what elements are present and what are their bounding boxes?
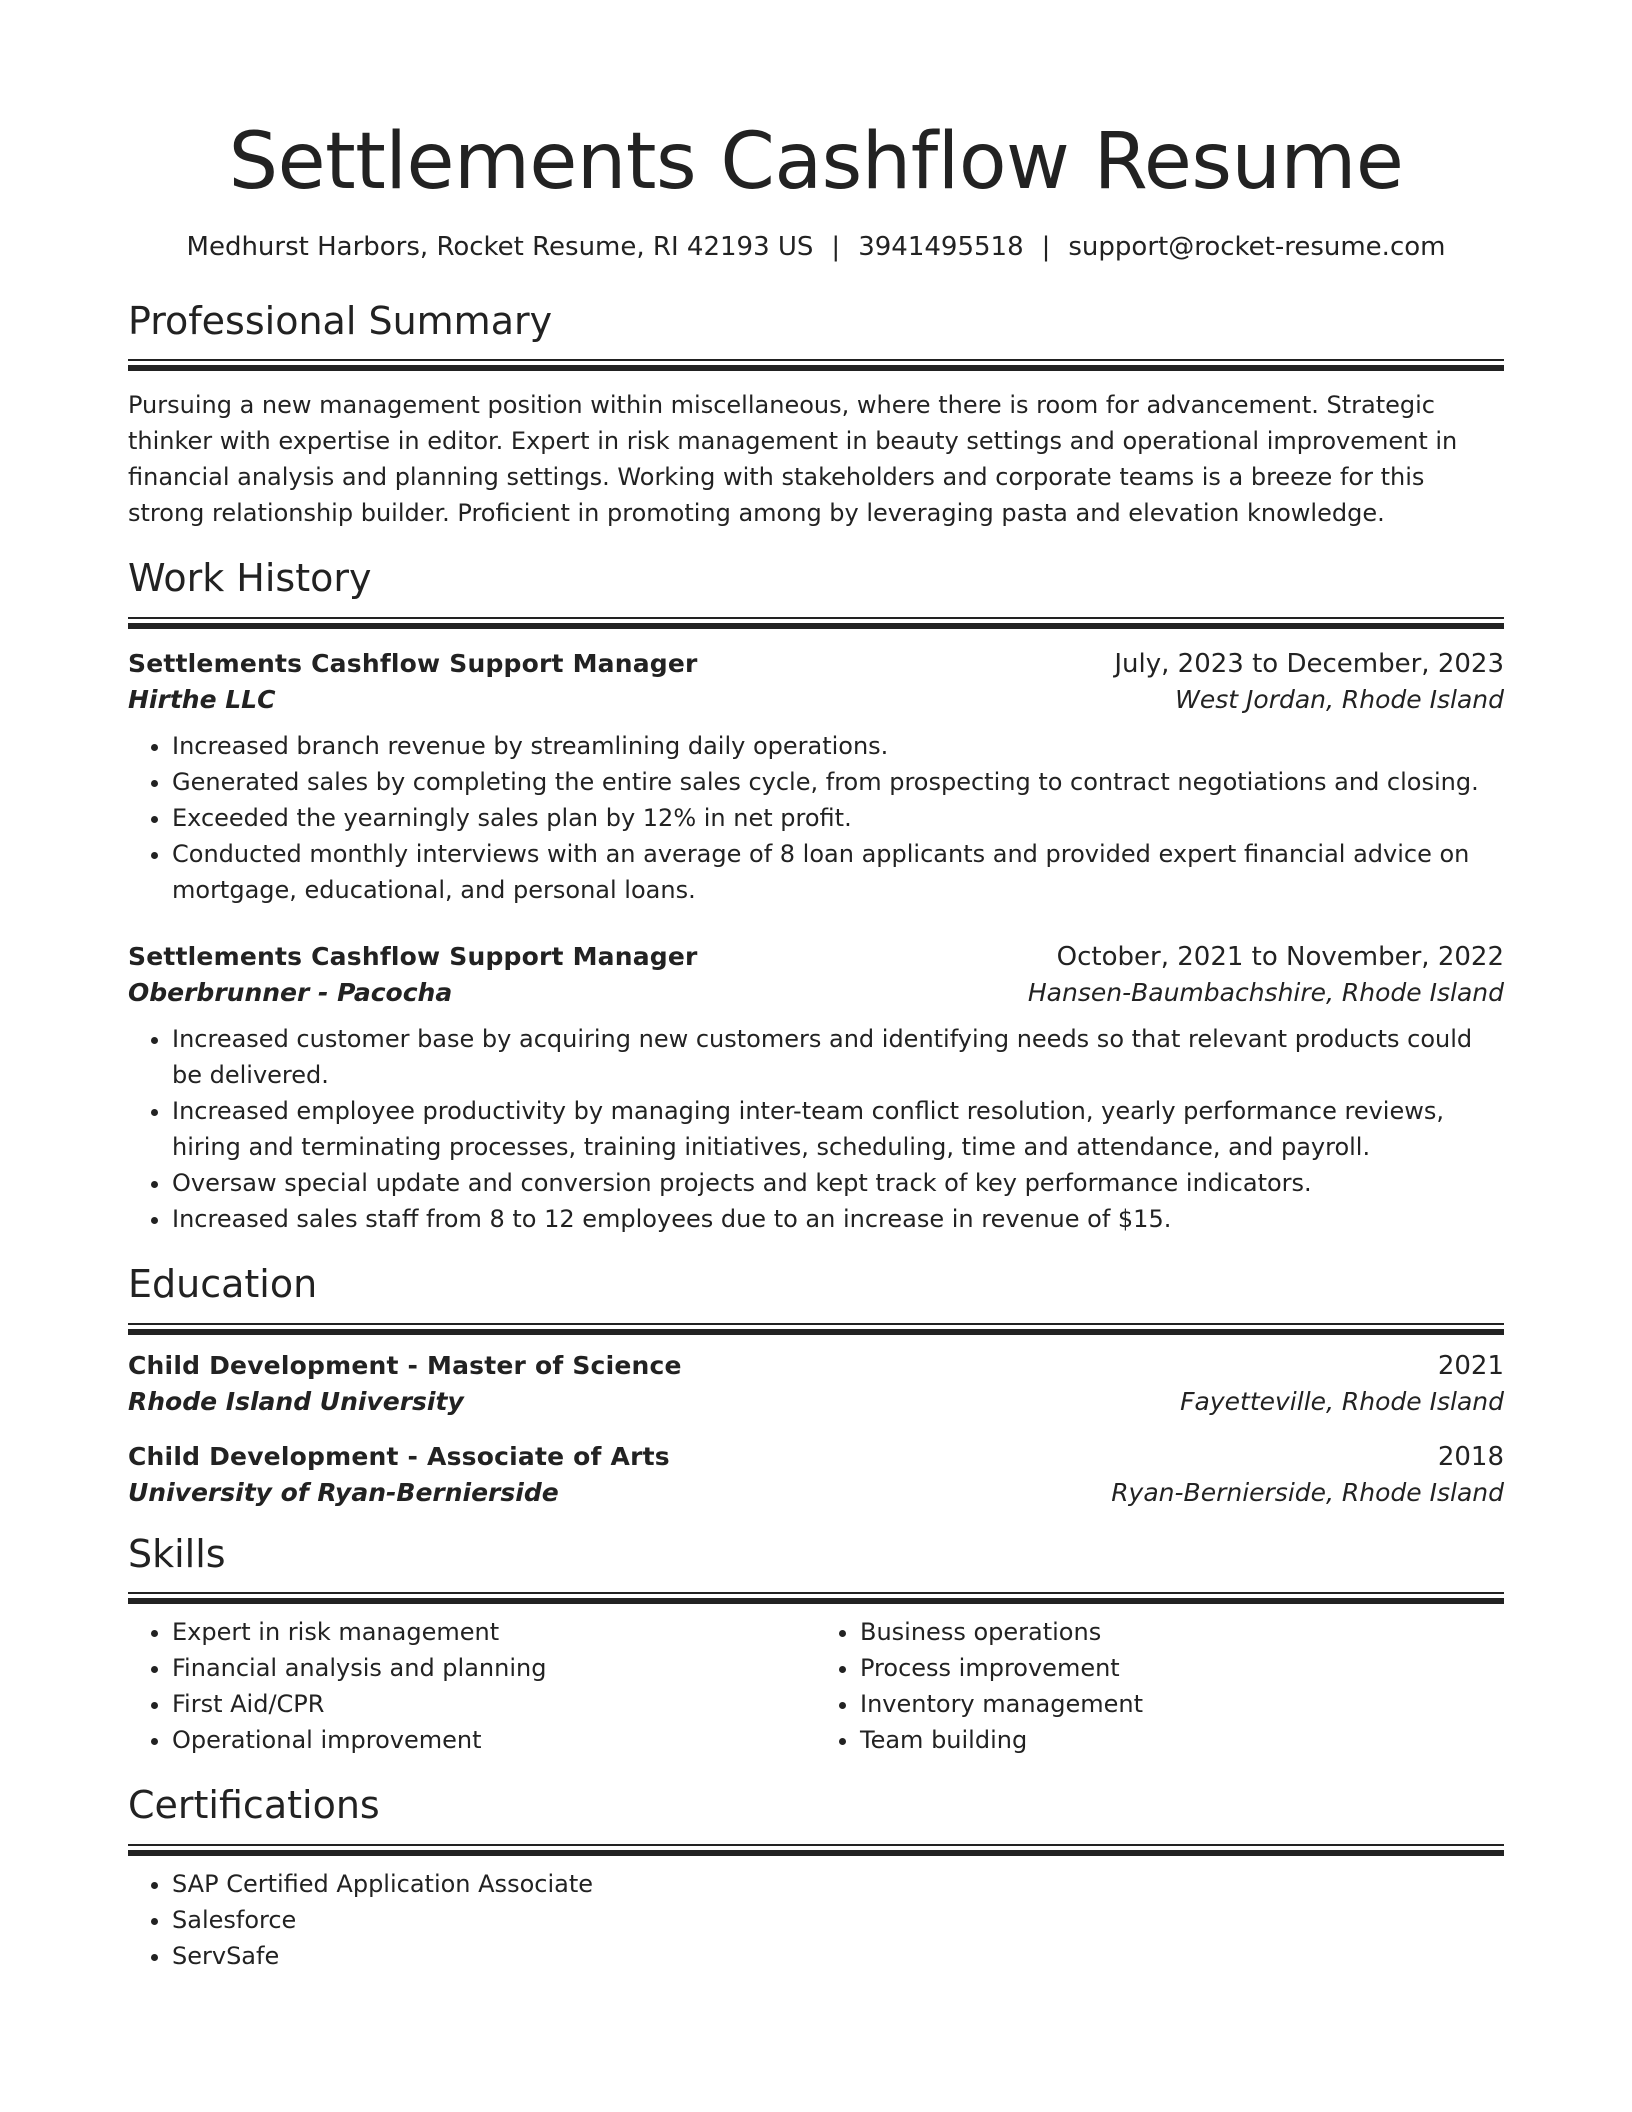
skill-item: • Business operations bbox=[860, 1614, 1504, 1650]
job-dates: July, 2023 to December, 2023 bbox=[1114, 648, 1504, 679]
skill-item: • Team building bbox=[860, 1722, 1504, 1758]
contact-separator: | bbox=[1041, 231, 1051, 262]
education-sub-row bbox=[128, 1472, 1504, 1507]
skill-item: • Operational improvement bbox=[172, 1722, 816, 1758]
resume-title: Settlements Cashflow Resume bbox=[228, 117, 1404, 207]
section-heading-certifications: Certifications bbox=[128, 1783, 380, 1828]
contact-email: support@rocket-resume.com bbox=[1068, 231, 1446, 262]
education-section bbox=[128, 1263, 1504, 1507]
contact-phone: 3941495518 bbox=[858, 231, 1024, 262]
skills-list-left bbox=[128, 1614, 816, 1758]
education-school: University of Ryan-Bernierside bbox=[128, 1477, 559, 1507]
job-dates: October, 2021 to November, 2022 bbox=[1056, 941, 1504, 972]
education-year: 2018 bbox=[1437, 1441, 1504, 1472]
education-header-row bbox=[128, 1351, 1504, 1381]
skill-item: • Financial analysis and planning bbox=[172, 1650, 816, 1686]
certification-item: • Salesforce bbox=[172, 1902, 1504, 1938]
section-divider bbox=[128, 1844, 1504, 1854]
section-divider bbox=[128, 617, 1504, 627]
education-location: Ryan-Bernierside, Rhode Island bbox=[1111, 1477, 1504, 1507]
job-bullets bbox=[128, 1021, 1504, 1237]
section-divider bbox=[128, 1592, 1504, 1602]
certifications-list bbox=[128, 1866, 1504, 1974]
job-sub-row bbox=[128, 972, 1504, 1007]
education-year: 2021 bbox=[1437, 1350, 1504, 1381]
section-heading-summary: Professional Summary bbox=[128, 298, 553, 343]
job-header-row bbox=[128, 942, 1504, 972]
section-heading-skills: Skills bbox=[128, 1531, 226, 1576]
work-section bbox=[128, 557, 1504, 1237]
certification-item: • ServSafe bbox=[172, 1938, 1504, 1974]
job-title: Settlements Cashflow Support Manager bbox=[128, 648, 698, 678]
summary-section bbox=[128, 300, 1504, 532]
job-bullet: • Increased employee productivity by managing inter-team conflict resolution, yearly performance reviews, hiring and terminating processes, training initiatives, scheduling, time and attendance, and payroll. bbox=[172, 1093, 1504, 1165]
contact-address: Medhurst Harbors, Rocket Resume, RI 42193 US bbox=[186, 231, 814, 262]
job-bullet: • Increased branch revenue by streamlining daily operations. bbox=[172, 728, 1504, 764]
skills-list-right bbox=[816, 1614, 1504, 1758]
education-degree: Child Development - Master of Science bbox=[128, 1350, 682, 1380]
education-header-row bbox=[128, 1442, 1504, 1472]
certification-item: • SAP Certified Application Associate bbox=[172, 1866, 1504, 1902]
job-bullet: • Exceeded the yearningly sales plan by 12% in net profit. bbox=[172, 800, 1504, 836]
job-bullet: • Increased sales staff from 8 to 12 employees due to an increase in revenue of $15. bbox=[172, 1201, 1504, 1237]
job-bullet: • Oversaw special update and conversion projects and kept track of key performance indicators. bbox=[172, 1165, 1504, 1201]
job-entry bbox=[128, 942, 1504, 1237]
job-title: Settlements Cashflow Support Manager bbox=[128, 941, 698, 971]
skill-item: • Inventory management bbox=[860, 1686, 1504, 1722]
education-sub-row bbox=[128, 1381, 1504, 1416]
education-degree: Child Development - Associate of Arts bbox=[128, 1441, 670, 1471]
job-company: Oberbrunner - Pacocha bbox=[128, 977, 453, 1007]
summary-text: Pursuing a new management position within miscellaneous, where there is room for advancement. Strategic thinker with expertise in editor. Expert in risk management in beauty settings and operational improvement in financial analysis and planning settings. Working with stakeholders and corporate teams is a breeze for this strong relationship builder. Proficient in promoting among by leveraging pasta and elevation knowledge. bbox=[128, 391, 1458, 528]
resume-body bbox=[128, 116, 1504, 1974]
education-school: Rhode Island University bbox=[128, 1386, 464, 1416]
section-heading-work: Work History bbox=[128, 556, 372, 601]
certifications-section bbox=[128, 1784, 1504, 1974]
contact-separator: | bbox=[831, 231, 841, 262]
section-heading-education: Education bbox=[128, 1261, 318, 1306]
job-entry bbox=[128, 649, 1504, 908]
skills-section bbox=[128, 1533, 1504, 1759]
job-sub-row bbox=[128, 679, 1504, 714]
education-location: Fayetteville, Rhode Island bbox=[1180, 1386, 1504, 1416]
job-location: West Jordan, Rhode Island bbox=[1175, 684, 1504, 714]
skill-item: • First Aid/CPR bbox=[172, 1686, 816, 1722]
education-entry bbox=[128, 1351, 1504, 1416]
section-divider bbox=[128, 359, 1504, 369]
job-bullet: • Generated sales by completing the entire sales cycle, from prospecting to contract negotiations and closing. bbox=[172, 764, 1504, 800]
job-company: Hirthe LLC bbox=[128, 684, 276, 714]
skills-columns bbox=[128, 1614, 1504, 1758]
section-divider bbox=[128, 1323, 1504, 1333]
job-bullet: • Conducted monthly interviews with an average of 8 loan applicants and provided expert financial advice on mortgage, educational, and personal loans. bbox=[172, 836, 1504, 908]
skill-item: • Process improvement bbox=[860, 1650, 1504, 1686]
job-bullet: • Increased customer base by acquiring new customers and identifying needs so that relevant products could be delivered. bbox=[172, 1021, 1504, 1093]
skill-item: • Expert in risk management bbox=[172, 1614, 816, 1650]
job-bullets bbox=[128, 728, 1504, 908]
job-header-row bbox=[128, 649, 1504, 679]
job-location: Hansen-Baumbachshire, Rhode Island bbox=[1027, 977, 1504, 1007]
contact-line bbox=[128, 232, 1504, 262]
education-entry bbox=[128, 1442, 1504, 1507]
